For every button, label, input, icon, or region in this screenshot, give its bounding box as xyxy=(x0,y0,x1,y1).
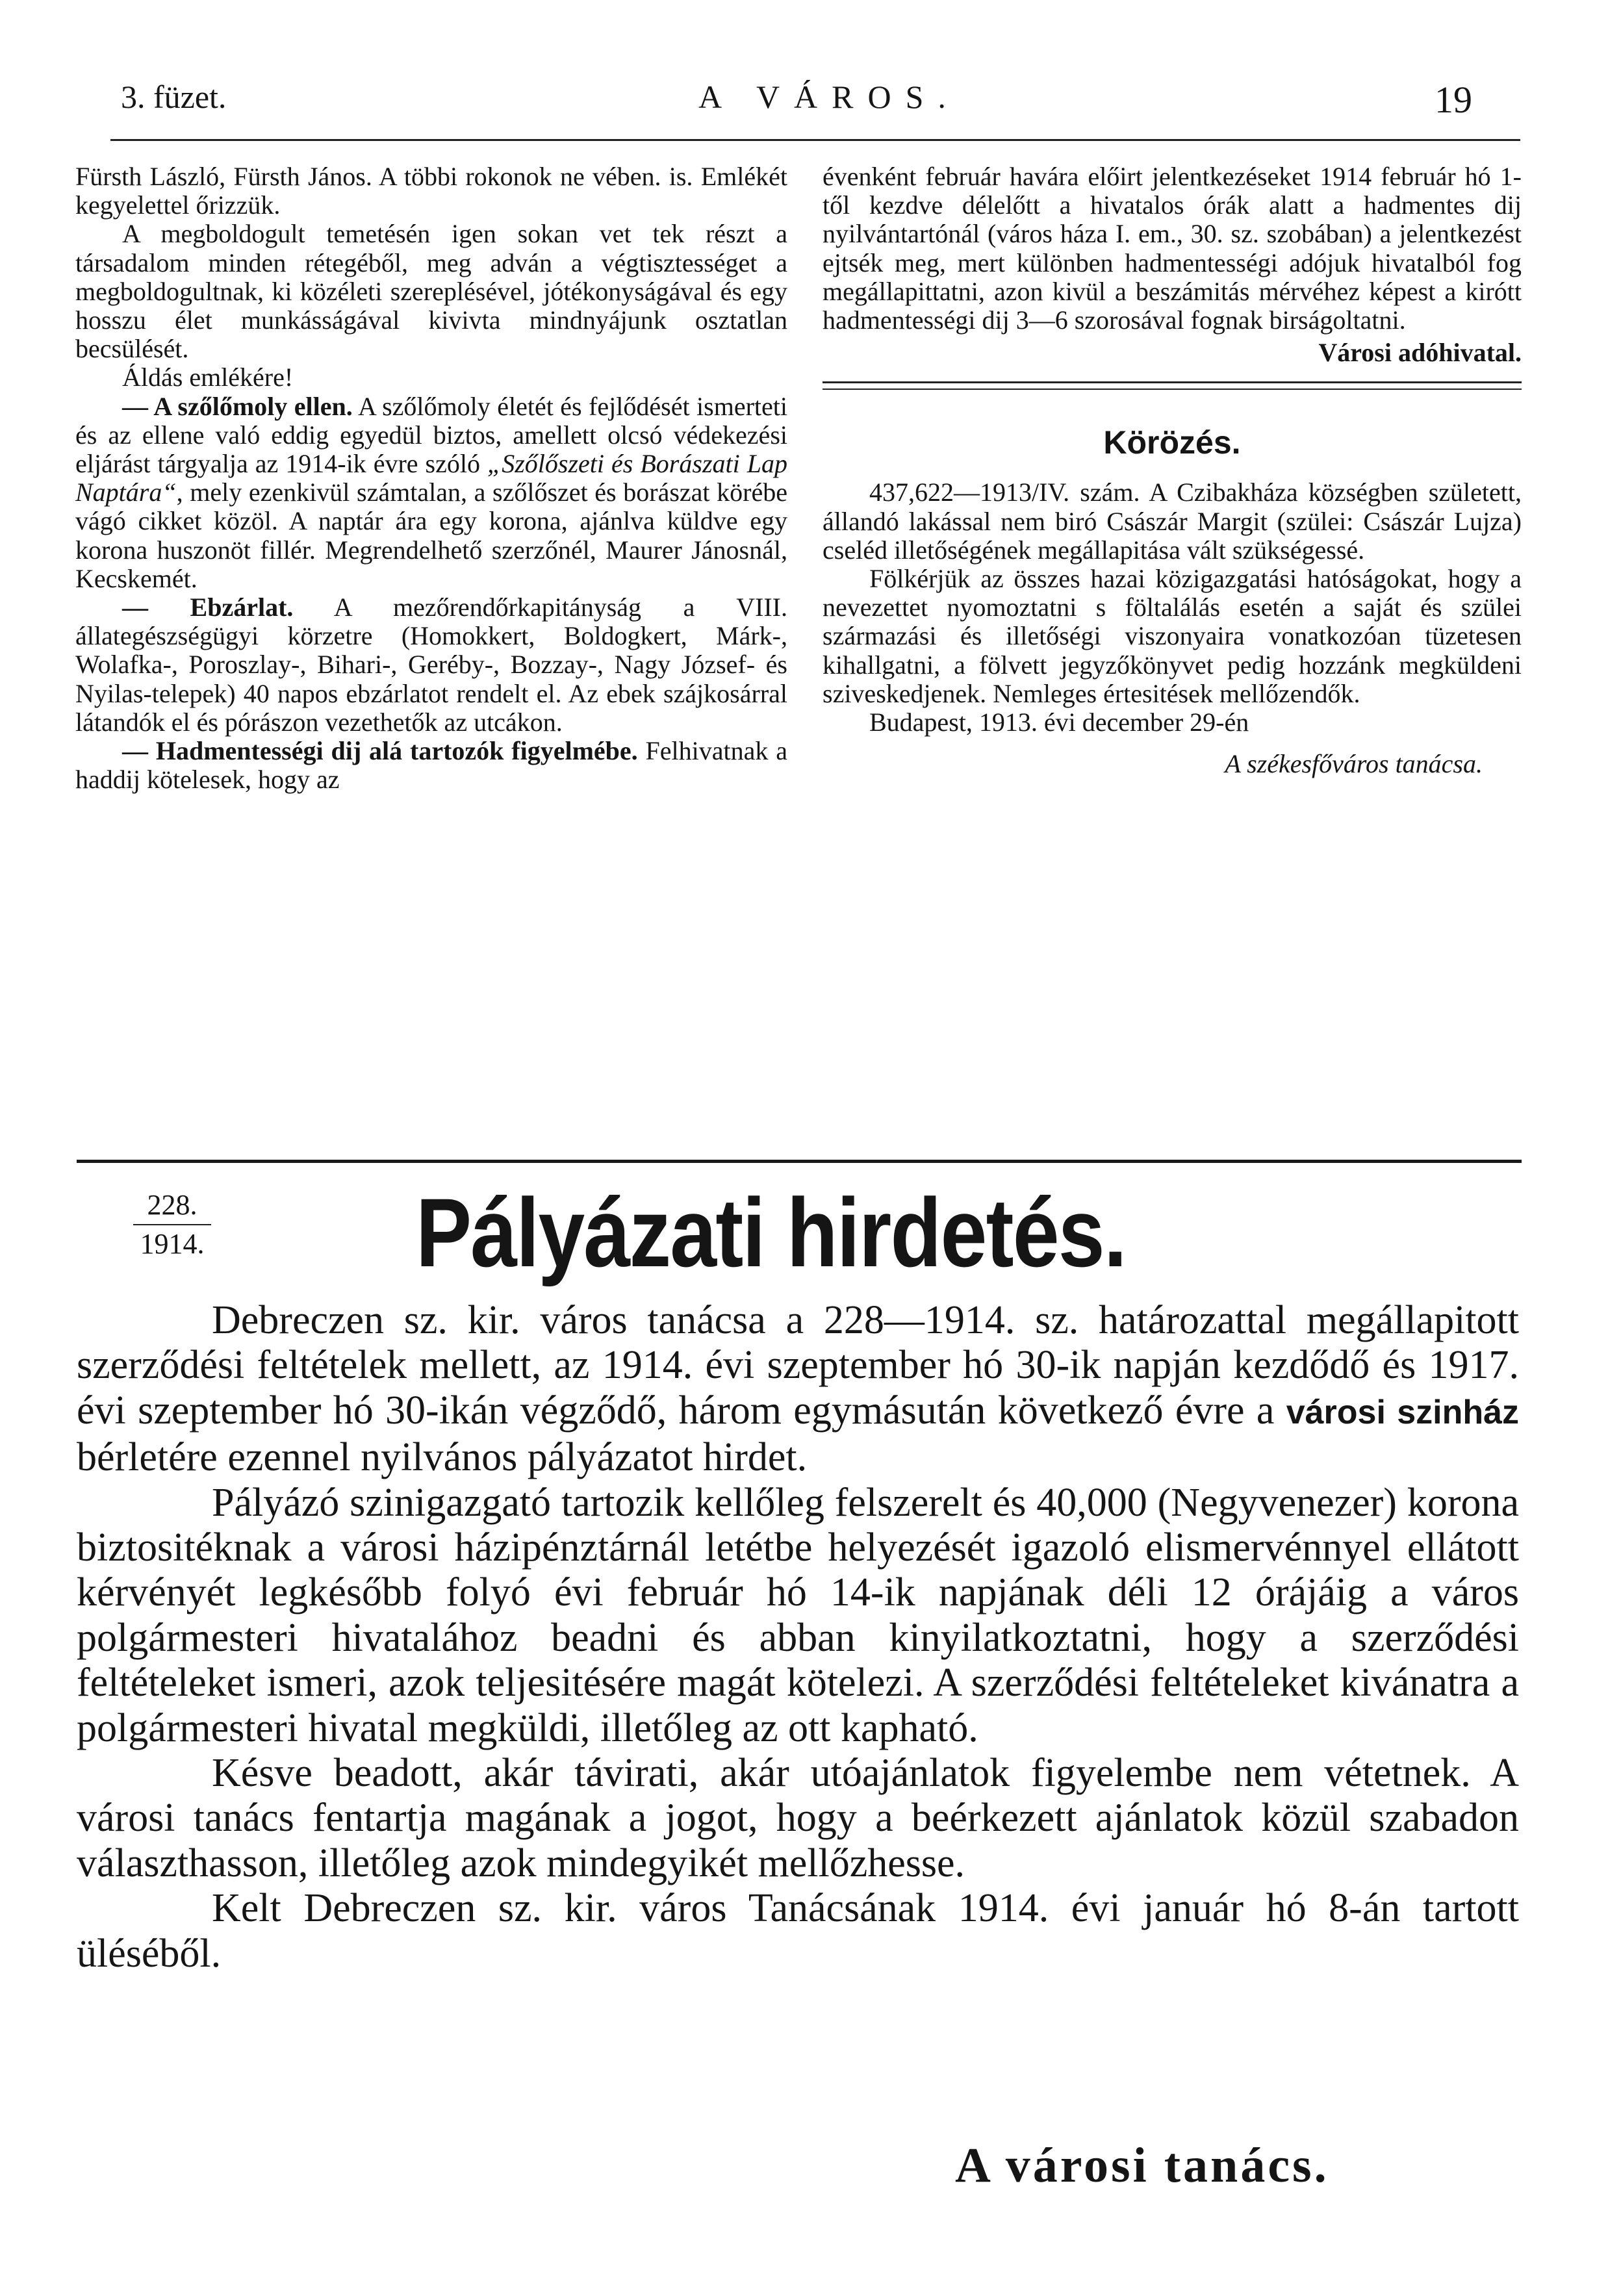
announcement-headline: Pályázati hirdetés. xyxy=(416,1178,1126,1287)
announcement-rule xyxy=(77,1160,1522,1163)
obituary-funeral: A megboldogult temetésén igen sokan vet tek részt a társadalom minden rétegéből, meg adván a végtisztességet a megboldogultnak, ki közéleti szereplésével, jótékonyságával és egy hosszu élet munkásságával kivivta mindnyájunk osztatlan becsülését. xyxy=(75,219,787,364)
obituary-blessing: Áldás emlékére! xyxy=(122,363,294,392)
announcement-signature: A városi tanács. xyxy=(955,2138,1329,2193)
news-title: — Hadmentességi dij alá tartozók figyelmébe. xyxy=(122,736,638,766)
calendar-title: „Szőlőszeti és Borászati Lap Naptára“ xyxy=(75,449,787,507)
section-rule xyxy=(823,381,1522,383)
announcement-paragraph: Debreczen sz. kir. város tanácsa a 228—1914. sz. határozattal megállapitott szerződési feltételek mellett, az 1914. évi szeptember hó 30-ik napján kezdődő és 1917. évi szeptember hó 30-ikán végződő, három egymásután következő évre a városi szinház bérletére ezennel nyilvános pályázatot hirdet. xyxy=(77,1298,1520,1480)
announcement-paragraph: Kelt Debreczen sz. kir. város Tanácsának 1914. évi január hó 8-án tartott üléséből. xyxy=(77,1886,1519,1976)
news-item-military-exemption: — Hadmentességi dij alá tartozók figyelmébe. Felhivatnak a haddij kötelesek, hogy az xyxy=(75,736,787,795)
file-number-bottom: 1914. xyxy=(140,1228,205,1260)
section-rule xyxy=(823,389,1522,390)
file-number xyxy=(133,1189,211,1260)
theatre-emphasis: városi szinház xyxy=(1286,1393,1520,1431)
news-title: — A szőlőmoly ellen. xyxy=(122,391,353,421)
wanted-notice-request: Fölkérjük az összes hazai közigazgatási hatóságokat, hogy a nevezettet nyomoztatni s föltalálás esetén a saját és szülei származási és illetőségi viszonyaira vonatkozóan tüzetesen kihallgatni, a fölvett jegyzőkönyvet pedig hozzánk megküldeni sziveskedjenek. Nemleges értesitések mellőzendők. xyxy=(823,564,1522,708)
military-exemption-continued: évenként február havára előirt jelentkezéseket 1914 február hó 1-től kezdve délelőtt a hivatalos órák alatt a hadmentes dij nyilvántartónál (város háza I. em., 30. sz. szobában) a jelentkezést ejtsék meg, mert különben hadmentességi adójuk hivatalból fog megállapittatni, azon kivül a beszámitás mérvéhez képest a kirótt hadmentességi dij 3—6 szorosával fognak birságoltatni. xyxy=(823,162,1522,335)
news-title: — Ebzárlat. xyxy=(122,593,294,622)
announcement-body xyxy=(77,1298,1519,1976)
obituary-end: Fürsth László, Fürsth János. A többi rokonok ne vében. is. Emlékét kegyelettel őrizzük. xyxy=(75,162,787,220)
wanted-notice-date: Budapest, 1913. évi december 29-én xyxy=(869,708,1249,737)
council-signature: A székesfőváros tanácsa. xyxy=(1225,749,1483,779)
announcement-paragraph: Késve beadott, akár távirati, akár utóajánlatok figyelembe nem vétetnek. A városi tanács fentartja magának a jogot, hogy a beérkezett ajánlatok közül szabadon választhasson, illetőleg azok mindegyikét mellőzhesse. xyxy=(77,1751,1519,1885)
wanted-notice-text: 437,622—1913/IV. szám. A Czibakháza községben született, állandó lakással nem biró Császár Margit (szülei: Császár Lujza) cseléd illetőségének megállapitása vált szükségessé. xyxy=(823,478,1522,565)
left-column xyxy=(75,162,787,794)
news-item-dog-quarantine: — Ebzárlat. A mezőrendőrkapitányság a VIII. állategészségügyi körzetre (Homokkert, Boldogkert, Márk-, Wolafka-, Poroszlay-, Bihari-, Geréby-, Bozzay-, Nagy József- és Nyilas-telepek) 40 napos ebzárlatot rendelt el. Az ebek szájkosárral látandók el és pórászon vezethetők az utcákon. xyxy=(75,593,788,737)
wanted-notice-title: Körözés. xyxy=(1103,424,1241,461)
publication-title: A VÁROS. xyxy=(698,79,960,115)
page-number: 19 xyxy=(1435,79,1472,121)
file-number-divider xyxy=(133,1224,211,1225)
news-item-grape-moth: — A szőlőmoly ellen. A szőlőmoly életét és fejlődését ismerteti és az ellene való eddig egyedül biztos, amellett olcsó védekezési eljárást tárgyalja az 1914-ik évre szóló „Szőlőszeti és Borászati Lap Naptára“, mely ezenkivül számtalan, a szőlőszet és borászat körébe vágó cikket közöl. A naptár ára egy korona, ajánlva küldve egy korona huszonöt fillér. Megrendelhető szerzőnél, Maurer Jánosnál, Kecskemét. xyxy=(75,391,787,593)
right-column xyxy=(823,162,1522,778)
issue-number: 3. füzet. xyxy=(121,79,227,115)
announcement-paragraph: Pályázó szinigazgató tartozik kellőleg felszerelt és 40,000 (Negyvenezer) korona biztositéknak a városi házipénztárnál letétbe helyezését igazoló elismervénnyel ellátott kérvényét legkésőbb folyó évi február hó 14-ik napjának déli 12 órájáig a város polgármesteri hivatalához beadni és abban kinyilatkoztatni, hogy a szerződési feltételeket ismeri, azok teljesitésére magát kötelezi. A szerződési feltételeket kivánatra a polgármesteri hivatal megküldi, illetőleg az ott kapható. xyxy=(77,1480,1519,1750)
file-number-top: 228. xyxy=(147,1189,198,1221)
header-rule xyxy=(110,139,1520,141)
tax-office-signature: Városi adóhivatal. xyxy=(1318,338,1522,368)
